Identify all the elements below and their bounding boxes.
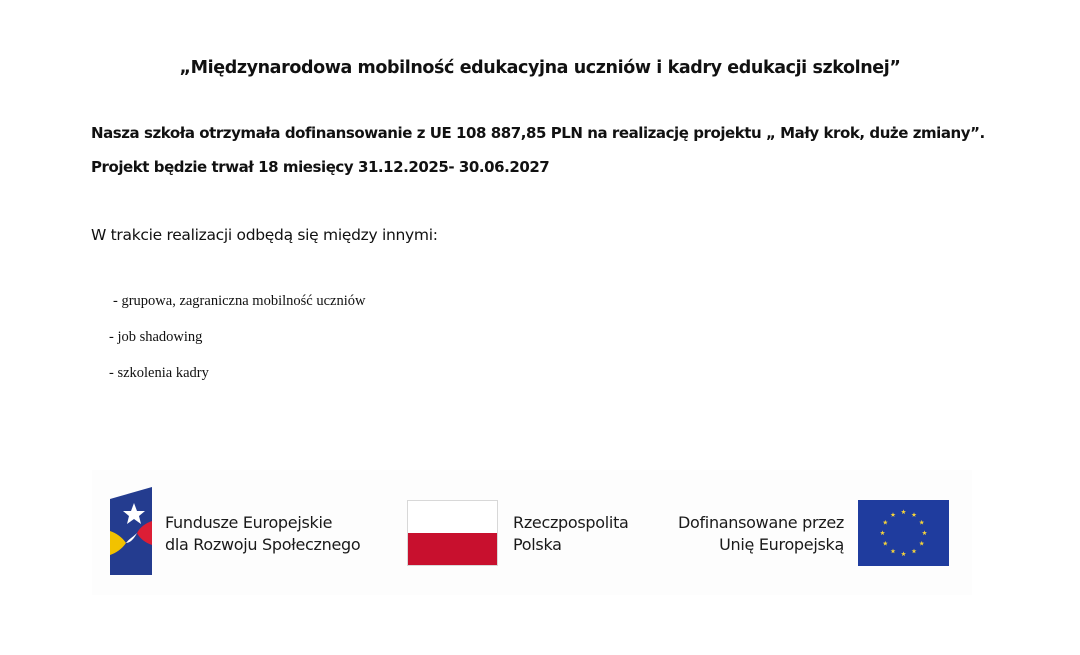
document-title: „Międzynarodowa mobilność edukacyjna uczniów i kadry edukacji szkolnej” <box>179 58 901 78</box>
funding-paragraph: Nasza szkoła otrzymała dofinansowanie z UE 108 887,85 PLN na realizację projektu „ Mały krok, duże zmiany”. <box>91 124 985 142</box>
flag-white-stripe <box>408 501 497 533</box>
pl-logo-text <box>513 512 629 556</box>
eu-flag-icon <box>858 500 949 566</box>
eu-line1: Dofinansowane przez <box>677 513 844 532</box>
pl-line1: Rzeczpospolita <box>513 513 629 532</box>
eu-logo-text <box>678 512 844 556</box>
flag-red-stripe <box>408 533 497 565</box>
polish-flag-icon <box>407 500 498 566</box>
fe-logo-text <box>165 512 360 556</box>
fundusze-europejskie-logo-icon <box>110 487 152 575</box>
list-item: - szkolenia kadry <box>109 365 209 381</box>
fe-line1: Fundusze Europejskie <box>165 513 333 532</box>
pl-line2: Polska <box>513 535 562 554</box>
activities-intro: W trakcie realizacji odbędą się między innymi: <box>91 226 438 244</box>
duration-paragraph: Projekt będzie trwał 18 miesięcy 31.12.2025- 30.06.2027 <box>91 158 550 176</box>
list-item: - grupowa, zagraniczna mobilność uczniów <box>113 293 366 309</box>
eu-line2: Unię Europejską <box>719 535 844 554</box>
fe-line2: dla Rozwoju Społecznego <box>165 535 361 554</box>
list-item: - job shadowing <box>109 329 203 345</box>
